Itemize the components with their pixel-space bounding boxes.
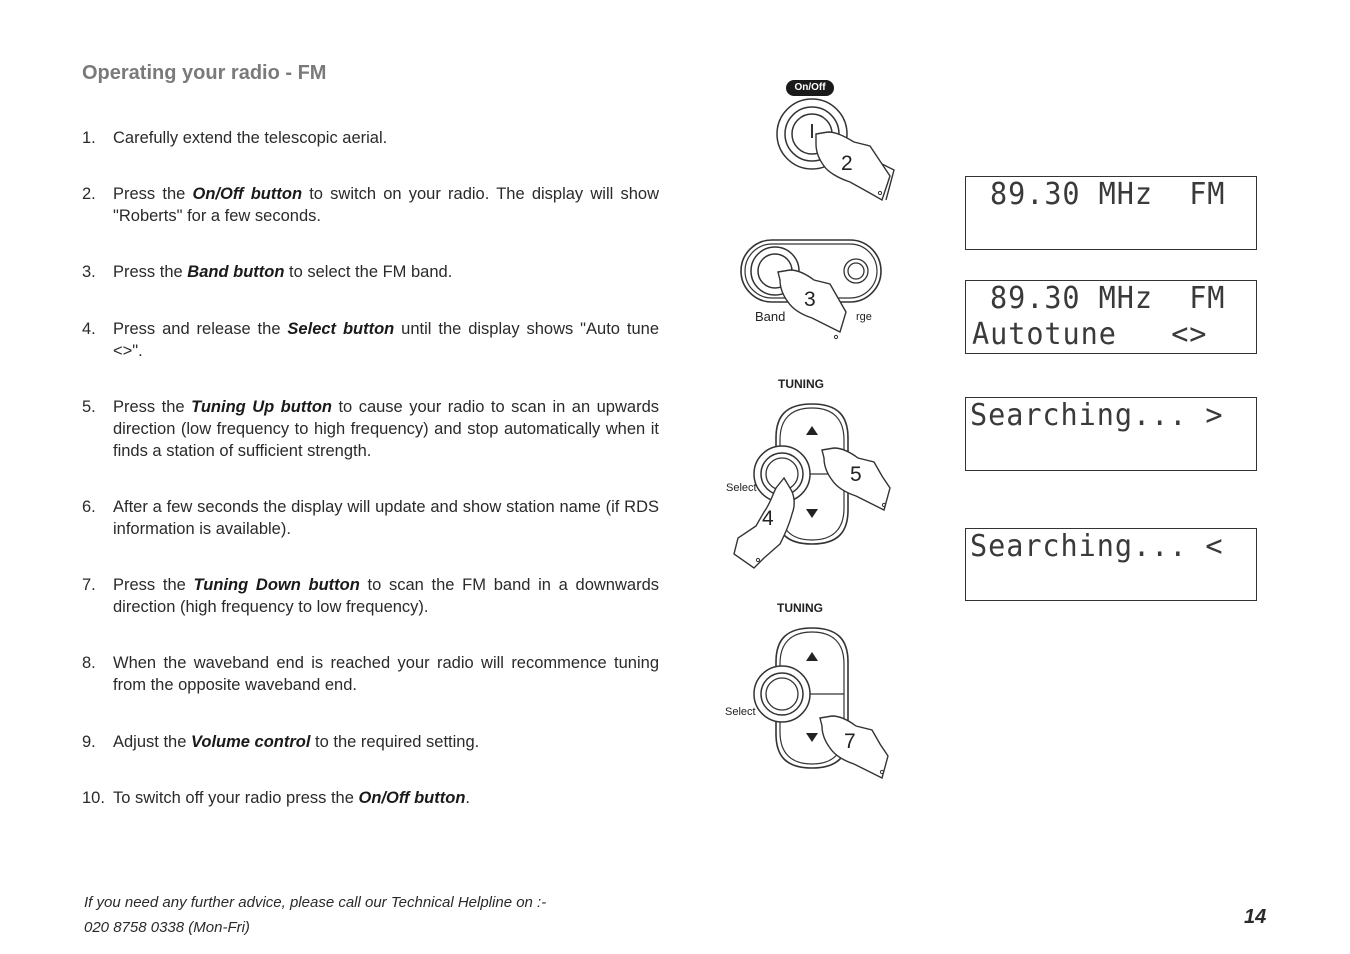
step-number: 6. xyxy=(82,498,96,516)
onoff-label: On/Off xyxy=(786,80,834,96)
callout-step-7: 7 xyxy=(844,730,856,753)
step-item xyxy=(82,496,659,540)
helpline-text: If you need any further advice, please call our Technical Helpline on :- xyxy=(84,894,547,911)
lcd-line-1: 89.30 MHz FM xyxy=(990,177,1226,212)
step-segment: When the waveband end is reached your radio will recommence tuning from the opposite waveband end. xyxy=(113,654,659,694)
step-emphasis: Tuning Up button xyxy=(191,398,332,416)
step-emphasis: Select button xyxy=(287,320,395,338)
callout-step-3: 3 xyxy=(804,288,816,311)
step-item xyxy=(82,574,659,618)
step-segment: Press and release the xyxy=(113,320,288,338)
step-number: 8. xyxy=(82,654,96,672)
step-segment: Press the xyxy=(113,185,193,203)
callout-step-5: 5 xyxy=(850,463,862,486)
step-text xyxy=(113,652,659,696)
step-item xyxy=(82,127,659,149)
step-item xyxy=(82,183,659,227)
step-emphasis: On/Off button xyxy=(192,185,303,203)
callout-step-2: 2 xyxy=(841,152,853,175)
step-emphasis: Volume control xyxy=(190,733,311,751)
lcd-display-searching-up xyxy=(965,397,1257,471)
lcd-display-autotune xyxy=(965,280,1257,354)
lcd-line-2: Autotune <> xyxy=(972,317,1208,352)
select-label: Select xyxy=(725,706,756,718)
step-number: 2. xyxy=(82,185,96,203)
step-text xyxy=(113,318,659,362)
lcd-display-frequency xyxy=(965,176,1257,250)
step-item xyxy=(82,731,659,753)
step-segment: to scan the FM band in a downwards direction (high frequency to low frequency). xyxy=(113,576,659,616)
step-number: 10. xyxy=(82,789,105,807)
helpline-number: 020 8758 0338 (Mon-Fri) xyxy=(84,919,250,936)
step-segment: Adjust the xyxy=(113,733,191,751)
step-text xyxy=(113,496,659,540)
step-segment: to cause your radio to scan in an upwards direction (low frequency to high frequency) and stop automatically when it finds a station of sufficient strength. xyxy=(113,398,659,460)
step-text xyxy=(113,396,659,462)
step-number: 1. xyxy=(82,129,96,147)
step-segment: Carefully extend the telescopic aerial. xyxy=(113,129,388,147)
tuning-label: TUNING xyxy=(778,377,824,391)
page-title: Operating your radio - FM xyxy=(82,62,327,84)
onoff-button-illustration xyxy=(770,96,910,206)
step-text xyxy=(113,574,659,618)
lcd-line-1: Searching... < xyxy=(970,529,1224,564)
step-number: 9. xyxy=(82,733,96,751)
step-text xyxy=(113,731,659,753)
step-item xyxy=(82,652,659,696)
tuning-label: TUNING xyxy=(777,601,823,615)
step-item xyxy=(82,787,659,809)
helpline-footer xyxy=(84,890,546,940)
step-item xyxy=(82,318,659,362)
step-segment: until the display shows "Auto tune <>". xyxy=(113,320,659,360)
step-segment: Press the xyxy=(113,576,194,594)
step-text xyxy=(113,127,659,149)
select-label: Select xyxy=(726,482,757,494)
step-number: 7. xyxy=(82,576,96,594)
charge-label: rge xyxy=(856,311,872,323)
step-item xyxy=(82,261,659,283)
step-text xyxy=(113,183,659,227)
step-item xyxy=(82,396,659,462)
step-number: 5. xyxy=(82,398,96,416)
lcd-display-searching-down xyxy=(965,528,1257,601)
step-number: 4. xyxy=(82,320,96,338)
step-segment: Press the xyxy=(113,398,192,416)
step-segment: . xyxy=(465,789,470,807)
tuning-down-illustration xyxy=(724,622,914,787)
callout-step-4: 4 xyxy=(762,507,774,530)
step-text xyxy=(113,787,659,809)
step-segment: To switch off your radio press the xyxy=(113,789,359,807)
step-segment: to select the FM band. xyxy=(284,263,453,281)
lcd-line-1: Searching... > xyxy=(970,398,1224,433)
step-segment: to the required setting. xyxy=(310,733,480,751)
step-segment: to switch on your radio. The display will show "Roberts" for a few seconds. xyxy=(113,185,659,225)
band-label: Band xyxy=(755,309,786,324)
page-number: 14 xyxy=(1244,906,1267,928)
step-emphasis: Band button xyxy=(187,263,285,281)
lcd-line-1: 89.30 MHz FM xyxy=(990,281,1226,316)
step-segment: After a few seconds the display will update and show station name (if RDS information is available). xyxy=(113,498,659,538)
step-text xyxy=(113,261,659,283)
step-number: 3. xyxy=(82,263,96,281)
step-emphasis: Tuning Down button xyxy=(193,576,360,594)
step-emphasis: On/Off button xyxy=(358,789,466,807)
step-segment: Press the xyxy=(113,263,188,281)
